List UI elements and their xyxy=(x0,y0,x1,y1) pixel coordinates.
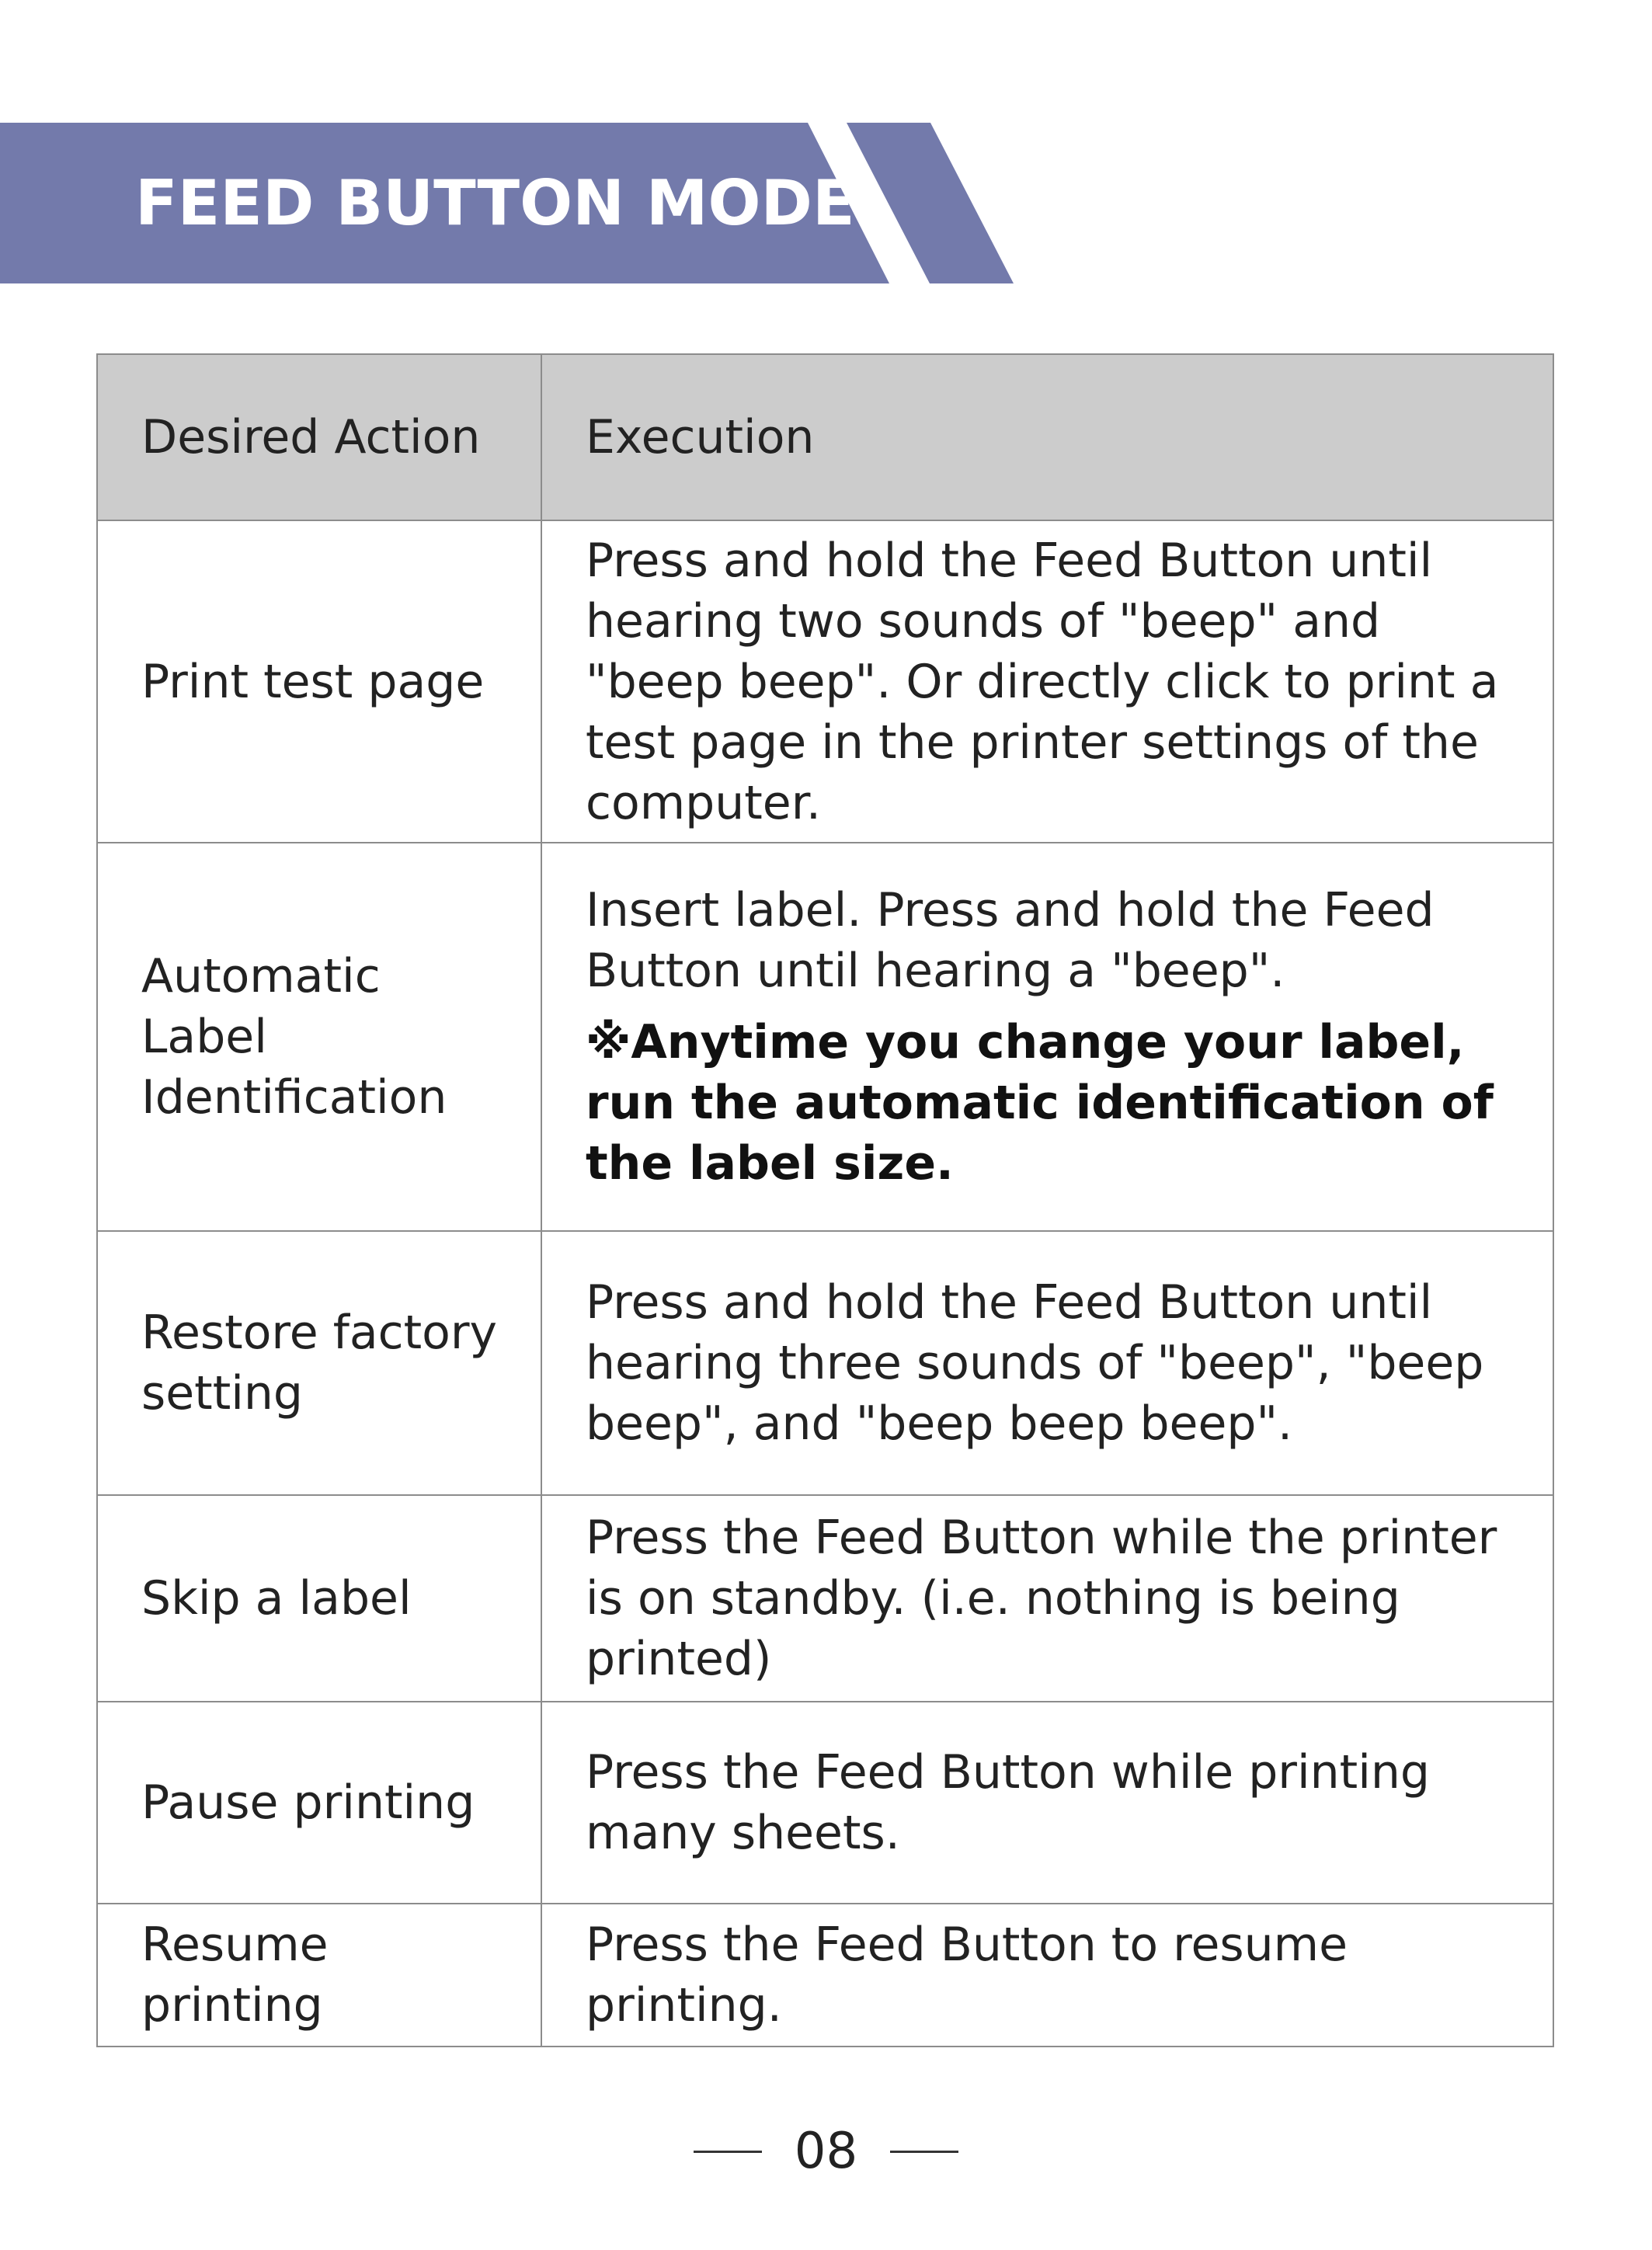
action-cell: Skip a label xyxy=(97,1495,541,1702)
feed-button-mode-table xyxy=(96,353,1554,2047)
page-number-left-rule xyxy=(694,2151,762,2153)
section-header-banner xyxy=(0,123,1017,283)
action-cell: Pause printing xyxy=(97,1702,541,1904)
execution-text: Press the Feed Button to resume printing. xyxy=(586,1918,1348,2033)
execution-text: Insert label. Press and hold the Feed Button until hearing a "beep". xyxy=(586,883,1435,998)
execution-text: Press and hold the Feed Button until hearing three sounds of "beep", "beep beep", and "beep beep beep". xyxy=(586,1275,1484,1451)
execution-text: Press the Feed Button while printing many sheets. xyxy=(586,1745,1430,1860)
page-title: FEED BUTTON MODE xyxy=(135,167,855,239)
table-row xyxy=(97,1495,1553,1702)
execution-note: ※Anytime you change your label, run the automatic identification of the label size. xyxy=(586,1015,1494,1191)
execution-cell xyxy=(541,1495,1553,1702)
execution-cell xyxy=(541,520,1553,843)
action-cell: Automatic Label Identification xyxy=(97,843,541,1231)
execution-cell xyxy=(541,1231,1553,1495)
execution-cell xyxy=(541,1904,1553,2047)
column-header-desired-action: Desired Action xyxy=(97,354,541,520)
page-footer xyxy=(0,2113,1652,2190)
execution-cell xyxy=(541,843,1553,1231)
table-row xyxy=(97,1702,1553,1904)
execution-cell xyxy=(541,1702,1553,1904)
execution-text: Press the Feed Button while the printer is on standby. (i.e. nothing is being printed) xyxy=(586,1511,1497,1686)
page-number-right-rule xyxy=(890,2151,958,2153)
table-row xyxy=(97,843,1553,1231)
table-row xyxy=(97,520,1553,843)
page-number: 08 xyxy=(794,2123,858,2180)
table-header-row xyxy=(97,354,1553,520)
table-row xyxy=(97,1904,1553,2047)
action-cell: Restore factory setting xyxy=(97,1231,541,1495)
action-cell: Print test page xyxy=(97,520,541,843)
action-cell: Resume printing xyxy=(97,1904,541,2047)
column-header-execution: Execution xyxy=(541,354,1553,520)
execution-text: Press and hold the Feed Button until hearing two sounds of "beep" and "beep beep". Or directly click to print a test page in the printer settings of the computer. xyxy=(586,533,1499,830)
table-row xyxy=(97,1231,1553,1495)
